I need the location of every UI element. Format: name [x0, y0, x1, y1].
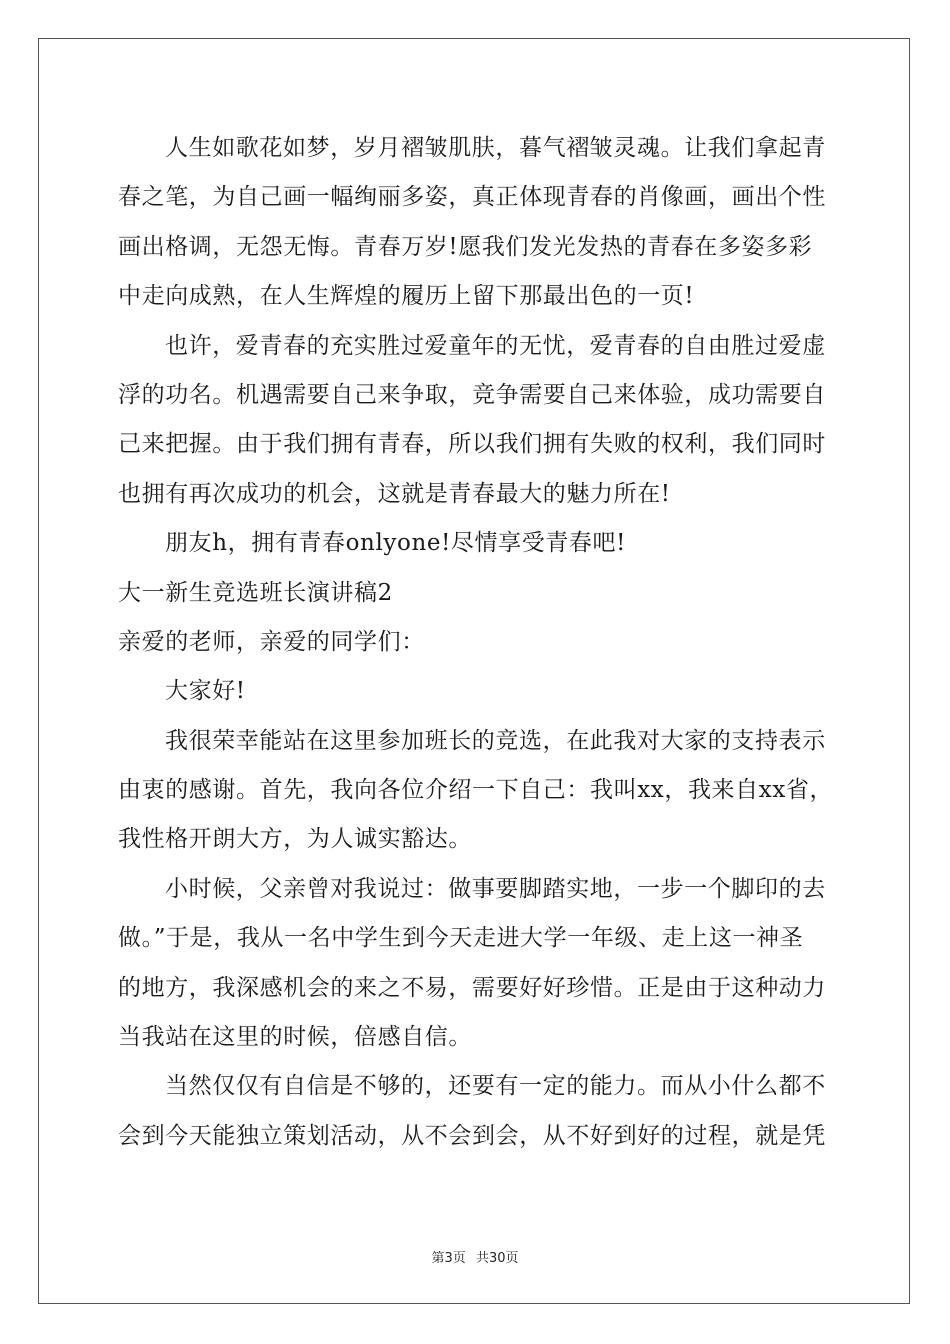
text-line: 由衷的感谢。首先，我向各位介绍一下自己：我叫xx，我来自xx省，: [118, 777, 834, 804]
text-line: 浮的功名。机遇需要自己来争取，竞争需要自己来体验，成功需要自: [118, 381, 826, 408]
text-line: 我性格开朗大方，为人诚实豁达。: [118, 826, 472, 853]
page-number: 第3页: [431, 1251, 466, 1266]
text-line: 亲爱的老师，亲爱的同学们：: [118, 628, 425, 655]
text-line: 画出格调，无怨无悔。青春万岁!愿我们发光发热的青春在多姿多彩: [118, 233, 813, 260]
text-line: 己来把握。由于我们拥有青春，所以我们拥有失败的权利，我们同时: [118, 431, 826, 458]
text-line: 的地方，我深感机会的来之不易，需要好好珍惜。正是由于这种动力: [118, 974, 826, 1001]
page-total: 共30页: [475, 1251, 519, 1266]
text-line: 大一新生竞选班长演讲稿2: [118, 579, 393, 606]
text-line: 春之笔，为自己画一幅绚丽多姿，真正体现青春的肖像画，画出个性: [118, 184, 826, 211]
text-line: 中走向成熟，在人生辉煌的履历上留下那最出色的一页!: [118, 283, 695, 310]
text-line: 也拥有再次成功的机会，这就是青春最大的魅力所在!: [118, 480, 671, 507]
text-line: 也许，爱青春的充实胜过爱童年的无忧，爱青春的自由胜过爱虚: [165, 332, 826, 359]
text-line: 会到今天能独立策划活动，从不会到会，从不好到好的过程，就是凭: [118, 1122, 826, 1149]
text-line: 人生如歌花如梦，岁月褶皱肌肤，暮气褶皱灵魂。让我们拿起青: [165, 135, 826, 161]
text-line: 我很荣幸能站在这里参加班长的竞选，在此我对大家的支持表示: [165, 727, 826, 754]
document-body: [118, 124, 838, 1161]
text-line: 小时候，父亲曾对我说过：做事要脚踏实地，一步一个脚印的去: [165, 875, 826, 902]
text-line: 当然仅仅有自信是不够的，还要有一定的能力。而从小什么都不: [165, 1073, 826, 1100]
text-line: 大家好!: [165, 678, 246, 705]
text-line: 朋友h，拥有青春onlyone!尽情享受青春吧!: [165, 530, 626, 557]
text-line: 做。”于是，我从一名中学生到今天走进大学一年级、走上这一神圣: [118, 925, 804, 952]
text-line: 当我站在这里的时候，倍感自信。: [118, 1024, 472, 1051]
page-footer: [0, 1247, 950, 1266]
